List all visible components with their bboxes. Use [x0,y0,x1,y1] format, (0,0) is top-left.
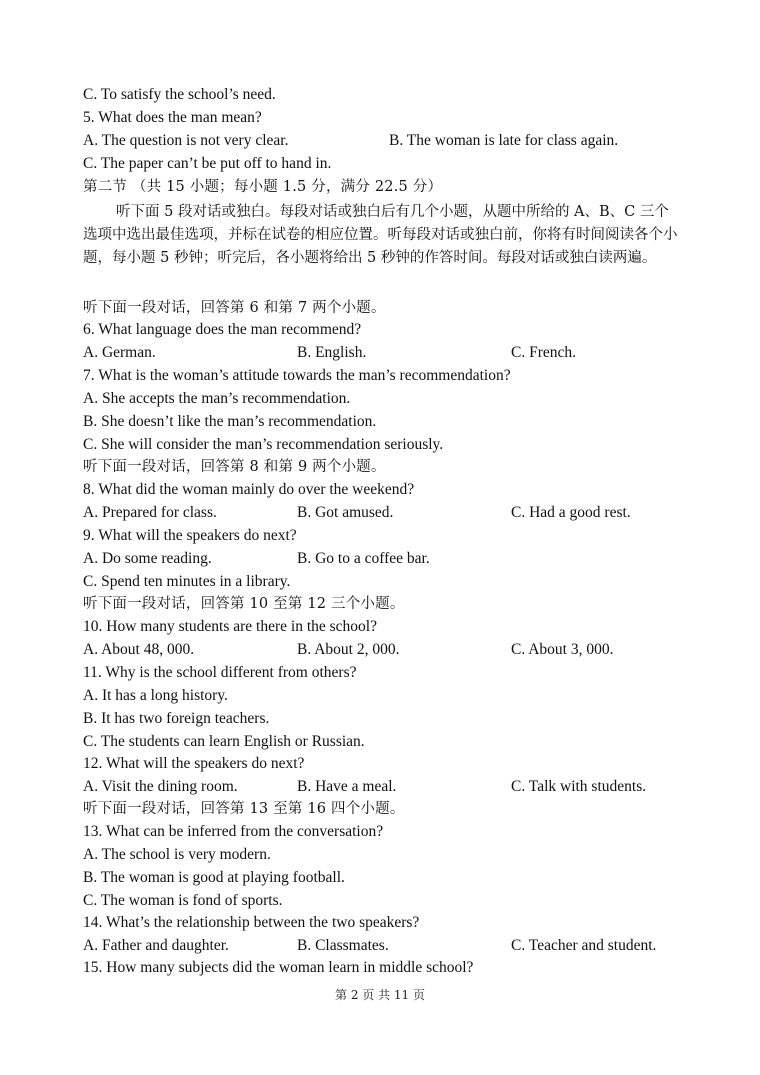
question-11: 11. Why is the school different from others? [83,664,357,681]
question-12: 12. What will the speakers do next? [83,755,305,772]
option-c: C. Had a good rest. [511,504,631,521]
question-9-options-row [83,548,700,570]
option-a: A. Do some reading. [83,550,212,567]
question-10-options-row [83,639,700,661]
question-14: 14. What’s the relationship between the two speakers? [83,914,420,931]
question-15: 15. How many subjects did the woman learn in middle school? [83,959,474,976]
dialogue-instruction: 听下面一段对话，回答第 8 和第 9 两个小题。 [83,459,386,475]
option-b: B. The woman is good at playing football. [83,869,345,886]
option-b: B. Classmates. [297,937,389,954]
option-c: C. The paper can’t be put off to hand in. [83,155,332,172]
option-b: B. Have a meal. [297,778,397,795]
option-a: A. About 48, 000. [83,641,195,658]
option-c: C. Talk with students. [511,778,647,795]
option-b: B. About 2, 000. [297,641,400,658]
option-line: C. To satisfy the school’s need. [83,86,276,103]
section-heading: 第二节 （共 15 小题；每小题 1.5 分，满分 22.5 分） [83,179,443,195]
question-8: 8. What did the woman mainly do over the weekend? [83,481,415,498]
instructions-paragraph: 听下面 5 段对话或独白。每段对话或独白后有几个小题，从题中所给的 A、B、C 三个选项中选出最佳选项，并标在试卷的相应位置。听每段对话或独白前，你将有时间阅读各个小题，每小题 5 秒钟；听完后，各小题将给出 5 秒钟的作答时间。每段对话或独白读两遍。 [83,204,678,266]
option-a: A. The school is very modern. [83,846,271,863]
dialogue-instruction: 听下面一段对话，回答第 6 和第 7 两个小题。 [83,300,386,316]
dialogue-instruction: 听下面一段对话，回答第 13 至第 16 四个小题。 [83,801,405,817]
page-number-footer: 第 2 页 共 11 页 [335,988,425,1002]
option-c: C. Spend ten minutes in a library. [83,573,291,590]
question-5: 5. What does the man mean? [83,109,262,126]
option-c: C. The woman is fond of sports. [83,892,283,909]
question-7: 7. What is the woman’s attitude towards the man’s recommendation? [83,367,511,384]
option-c: C. The students can learn English or Russian. [83,733,365,750]
option-b: B. The woman is late for class again. [389,132,619,149]
option-b: B. English. [297,344,367,361]
option-a: A. Father and daughter. [83,937,229,954]
option-a: A. It has a long history. [83,687,228,704]
question-10: 10. How many students are there in the school? [83,618,377,635]
question-9: 9. What will the speakers do next? [83,527,297,544]
option-a: A. She accepts the man’s recommendation. [83,390,351,407]
question-14-options-row [83,935,700,957]
question-8-options-row [83,502,700,524]
dialogue-instruction: 听下面一段对话，回答第 10 至第 12 三个小题。 [83,596,405,612]
question-12-options-row [83,776,700,798]
option-b: B. It has two foreign teachers. [83,710,270,727]
option-c: C. She will consider the man’s recommendation seriously. [83,436,444,453]
option-a: A. Visit the dining room. [83,778,238,795]
question-6-options-row [83,342,700,364]
question-5-options-row [83,130,700,152]
option-a: A. Prepared for class. [83,504,217,521]
option-b: B. She doesn’t like the man’s recommendation. [83,413,377,430]
option-a: A. German. [83,344,156,361]
option-a: A. The question is not very clear. [83,132,289,149]
question-13: 13. What can be inferred from the conversation? [83,823,384,840]
option-c: C. About 3, 000. [511,641,614,658]
option-b: B. Got amused. [297,504,394,521]
option-b: B. Go to a coffee bar. [297,550,430,567]
option-c: C. Teacher and student. [511,937,657,954]
option-c: C. French. [511,344,577,361]
question-6: 6. What language does the man recommend? [83,321,362,338]
